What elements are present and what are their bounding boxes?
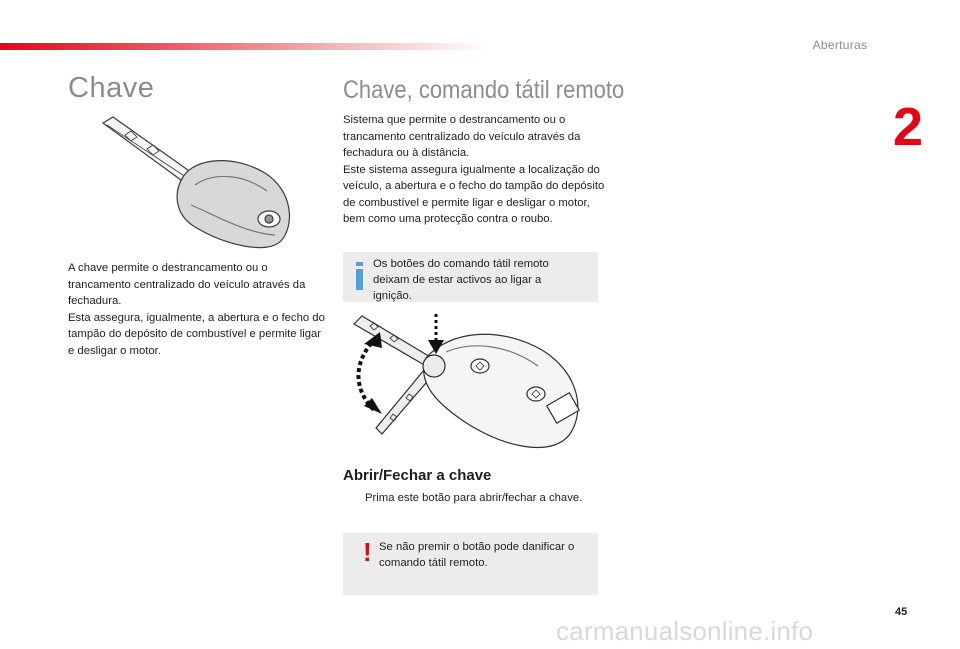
left-paragraph: Esta assegura, igualmente, a abertura e o fecho do tampão do depósito de combustível e permite ligar e desligar o motor. [68, 311, 325, 357]
section-heading-open-close: Abrir/Fechar a chave [343, 467, 492, 484]
left-paragraph: A chave permite o destrancamento ou o trancamento centralizado do veículo através da fechadura. [68, 262, 306, 307]
page-title-left: Chave [68, 72, 155, 104]
info-note [343, 252, 598, 302]
instruction-step [343, 490, 613, 506]
chapter-number: 2 [892, 97, 924, 157]
right-paragraph: Sistema que permite o destrancamento ou o trancamento centralizado do veículo através da fechadura ou à distância. [343, 114, 581, 159]
exclamation-icon: ! [363, 537, 372, 567]
left-description [68, 260, 330, 359]
right-paragraph: Este sistema assegura igualmente a localização do veículo, a abertura e o fecho do tampão do depósito de combustível e permite ligar e desligar o motor, bem como uma protecção contra o roubo. [343, 163, 605, 225]
section-label: Aberturas [812, 38, 868, 52]
warning-note [343, 533, 598, 595]
header-accent-bar [0, 43, 490, 50]
watermark: carmanualsonline.info [556, 616, 814, 646]
key-illustration [95, 115, 295, 255]
info-note-text: Os botões do comando tátil remoto deixam de estar activos ao ligar a ignição. [373, 258, 549, 302]
remote-key-illustration [350, 310, 592, 458]
info-icon [354, 260, 366, 292]
warning-note-text: Se não premir o botão pode danificar o comando tátil remoto. [379, 541, 575, 569]
right-description [343, 112, 605, 228]
instruction-step-text: Prima este botão para abrir/fechar a chave. [365, 492, 583, 504]
page-number: 45 [895, 606, 908, 618]
page-title-right: Chave, comando tátil remoto [343, 76, 625, 104]
